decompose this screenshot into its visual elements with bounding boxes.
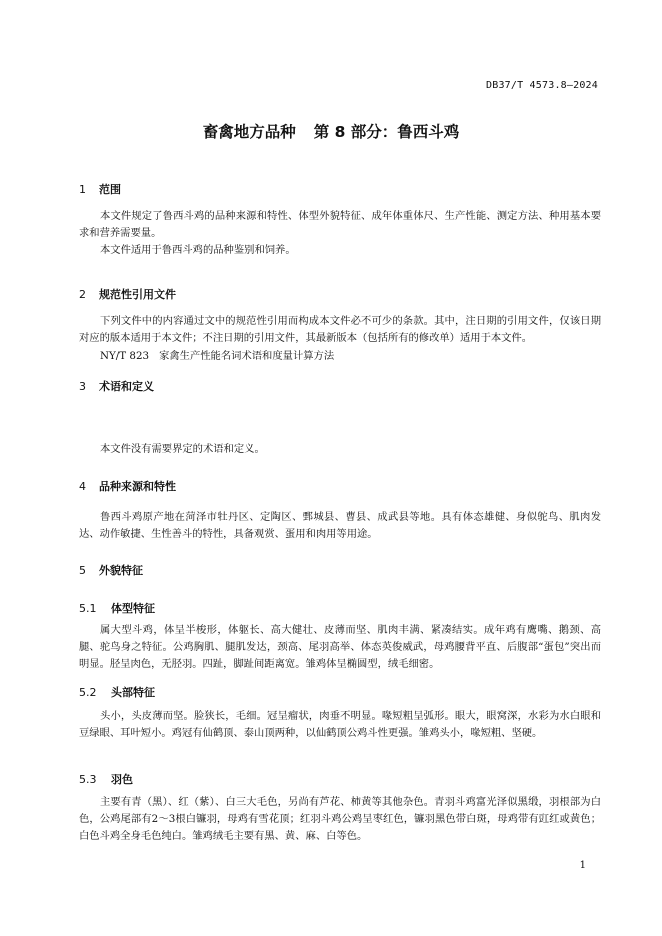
section-number: 4 bbox=[79, 480, 86, 493]
section-title: 品种来源和特性 bbox=[99, 480, 176, 493]
document-title bbox=[0, 120, 662, 142]
section-4-heading bbox=[79, 478, 176, 494]
section-title: 规范性引用文件 bbox=[99, 288, 176, 301]
section-5-3-paragraph: 主要有青（黑）、红（紫）、白三大毛色，另尚有芦花、柿黄等其他杂色。青羽斗鸡富光泽似黑缎，羽根部为白色，公鸡尾部有2～3根白镰羽，母鸡有雪花顶；红羽斗鸡公鸡呈枣红色，镰羽黑色带白斑，母鸡带有豇红或黄色；白色斗鸡全身毛色纯白。雏鸡绒毛主要有黑、黄、麻、白等色。 bbox=[79, 796, 601, 842]
section-5-1-paragraph: 属大型斗鸡，体呈半梭形，体躯长、高大健壮、皮薄而坚、肌肉丰满、紧凑结实。成年鸡有鹰嘴、鹅颈、高腿、驼鸟身之特征。公鸡胸肌、腿肌发达，颈高、尾羽高举、体态英俊威武，母鸡腰背平直、后腹部“蛋包”突出而明显。胫呈肉色，无胫羽。四趾，脚趾间距离宽。雏鸡体呈椭圆型，绒毛细密。 bbox=[79, 624, 601, 670]
section-1-paragraph-1: 本文件规定了鲁西斗鸡的品种来源和特性、体型外貌特征、成年体重体尺、生产性能、测定方法、种用基本要求和营养需要量。 bbox=[79, 210, 601, 239]
subsection-number: 5.1 bbox=[79, 602, 97, 615]
subsection-number: 5.2 bbox=[79, 686, 97, 699]
section-number: 3 bbox=[79, 380, 86, 393]
section-2-paragraph-1: 下列文件中的内容通过文中的规范性引用而构成本文件必不可少的条款。其中，注日期的引用文件，仅该日期对应的版本适用于本文件；不注日期的引用文件，其最新版本（包括所有的修改单）适用于本文件。 bbox=[79, 315, 601, 344]
section-number: 5 bbox=[79, 564, 86, 577]
section-5-1-heading bbox=[79, 600, 155, 616]
section-number: 1 bbox=[79, 183, 86, 196]
subsection-title: 体型特征 bbox=[111, 602, 155, 615]
subsection-title: 羽色 bbox=[111, 773, 133, 786]
section-4-paragraph-1: 鲁西斗鸡原产地在菏泽市牡丹区、定陶区、鄄城县、曹县、成武县等地。具有体态雄健、身似鸵鸟、肌肉发达、动作敏捷、生性善斗的特性，具备观赏、蛋用和肉用等用途。 bbox=[79, 511, 601, 540]
section-1-heading bbox=[79, 181, 121, 197]
section-number: 2 bbox=[79, 288, 86, 301]
page-number: 1 bbox=[579, 860, 586, 871]
normative-reference bbox=[100, 347, 334, 362]
section-title: 术语和定义 bbox=[99, 380, 154, 393]
section-5-heading bbox=[79, 562, 143, 578]
subsection-number: 5.3 bbox=[79, 773, 97, 786]
section-5-2-paragraph: 头小，头皮薄而坚。脸狭长，毛细。冠呈瘤状，肉垂不明显。喙短粗呈弧形。眼大，眼窝深，水彩为水白眼和豆绿眼、耳叶短小。鸡冠有仙鹤顶、泰山顶两种，以仙鹤顶公鸡斗性更强。雏鸡头小，喙短粗、坚硬。 bbox=[79, 710, 601, 739]
reference-code: NY/T 823 bbox=[100, 350, 150, 362]
section-1-paragraph-2: 本文件适用于鲁西斗鸡的品种鉴别和饲养。 bbox=[100, 244, 296, 256]
subsection-title: 头部特征 bbox=[111, 686, 155, 699]
section-title: 范围 bbox=[99, 183, 121, 196]
section-5-3-heading bbox=[79, 771, 133, 787]
title-part-1: 畜禽地方品种 bbox=[202, 123, 296, 141]
reference-title: 家禽生产性能名词术语和度量计算方法 bbox=[159, 350, 335, 362]
section-3-heading bbox=[79, 378, 154, 394]
section-title: 外貌特征 bbox=[99, 564, 143, 577]
section-5-2-heading bbox=[79, 684, 155, 700]
title-part-2: 第 8 部分：鲁西斗鸡 bbox=[313, 123, 460, 141]
section-3-paragraph-1: 本文件没有需要界定的术语和定义。 bbox=[100, 443, 265, 455]
section-2-heading bbox=[79, 286, 176, 302]
document-number: DB37/T 4573.8—2024 bbox=[486, 80, 598, 91]
